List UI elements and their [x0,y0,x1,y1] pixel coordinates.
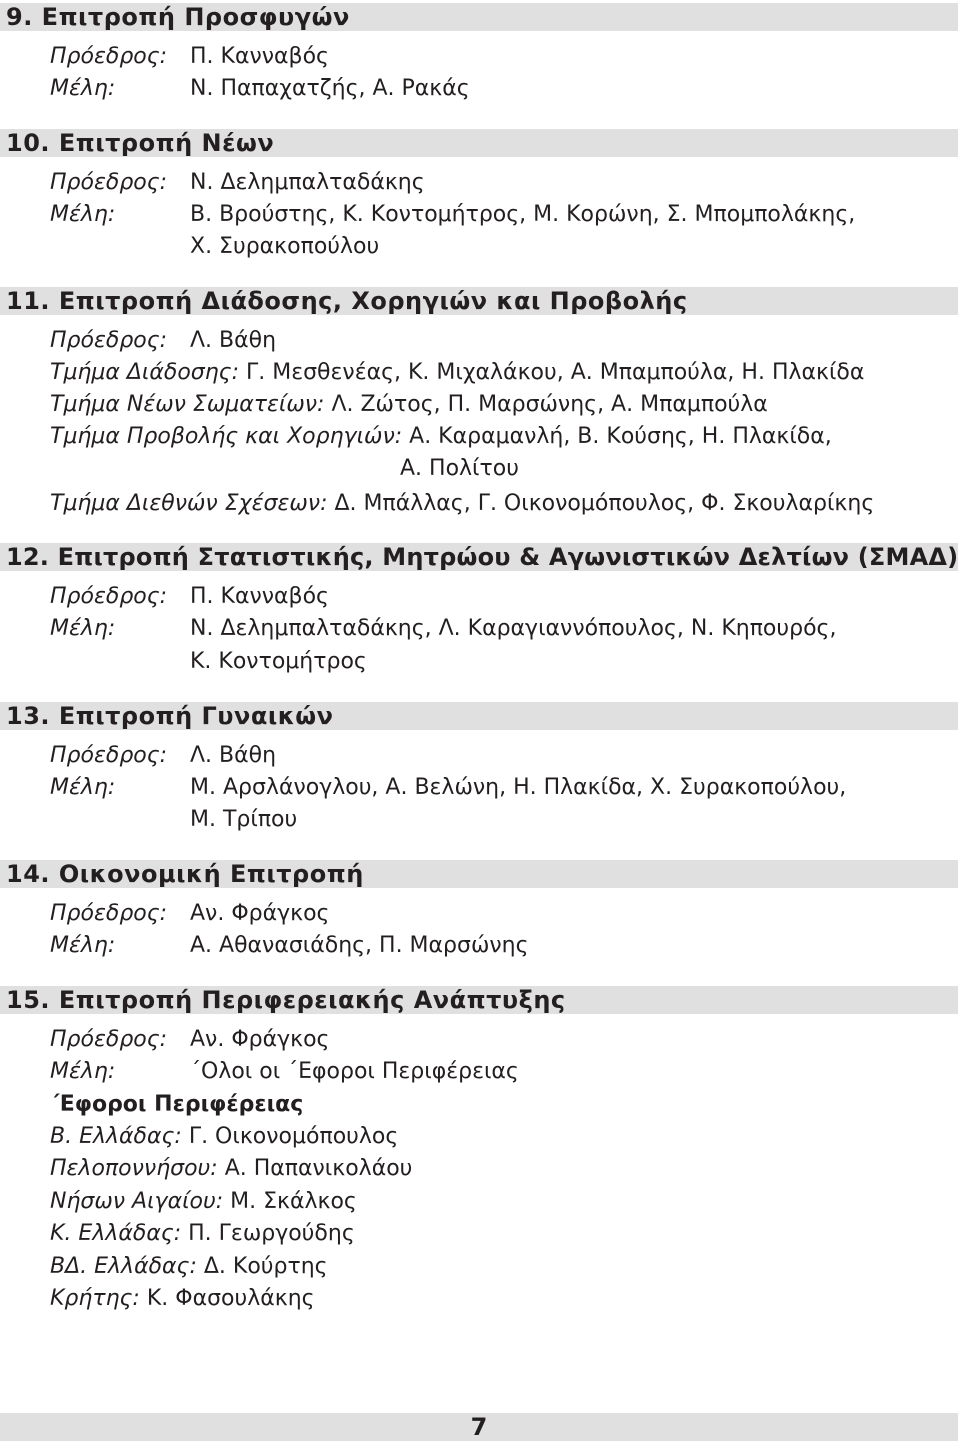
s11-chair [50,326,277,356]
members-names: Μ. Αρσλάνογλου, Α. Βελώνη, Η. Πλακίδα, Χ. Συρακοπούλου, [190,775,847,800]
chair-label: Πρόεδρος: [50,44,168,69]
s11-new-clubs [50,390,768,420]
s13-chair [50,741,277,771]
members-names: Α. Αθανασιάδης, Π. Μαρσώνης [190,933,529,958]
region-ephor: Α. Παπανικολάου [224,1156,413,1181]
dept-names: Λ. Ζώτος, Π. Μαρσώνης, Α. Μπαμπούλα [331,392,768,417]
region-row [50,1154,412,1184]
region-label: Β. Ελλάδας: [50,1124,182,1149]
members-label: Μέλη: [50,775,116,800]
chair-name: Λ. Βάθη [190,743,277,768]
dept-names: Γ. Μεσθενέας, Κ. Μιχαλάκου, Α. Μπαμπούλα, Η. Πλακίδα [246,360,865,385]
chair-label: Πρόεδρος: [50,584,168,609]
chair-label: Πρόεδρος: [50,743,168,768]
dept-label: Τμήμα Νέων Σωματείων: [50,392,325,417]
s12-members-continued: Κ. Κοντομήτρος [190,649,367,674]
dept-label: Τμήμα Προβολής και Χορηγιών: [50,424,403,449]
regional-ephors-heading: ΄Εφοροι Περιφέρειας [50,1092,304,1117]
members-names: ΄Ολοι οι ΄Εφοροι Περιφέρειας [190,1059,519,1084]
members-label: Μέλη: [50,616,116,641]
s10-members-continued: Χ. Συρακοπούλου [190,234,380,259]
s11-promotion [50,422,832,452]
s14-chair [50,899,330,929]
members-names: Ν. Δελημπαλταδάκης, Λ. Καραγιαννόπουλος, Ν. Κηπουρός, [190,616,837,641]
region-row [50,1284,315,1314]
members-label: Μέλη: [50,202,116,227]
region-row [50,1122,398,1152]
page-number: 7 [0,1413,958,1441]
region-ephor: Μ. Σκάλκος [230,1189,357,1214]
s9-chair [50,42,329,72]
s14-members [50,931,529,961]
members-names: Β. Βρούστης, Κ. Κοντομήτρος, Μ. Κορώνη, Σ. Μπομπολάκης, [190,202,856,227]
dept-names: Α. Καραμανλή, Β. Κούσης, Η. Πλακίδα, [409,424,832,449]
section-12-heading: 12. Επιτροπή Στατιστικής, Μητρώου & Αγωνιστικών Δελτίων (ΣΜΑΔ) [0,543,958,571]
chair-name: Π. Κανναβός [190,44,329,69]
s11-dissemination [50,358,864,388]
region-row [50,1187,357,1217]
region-ephor: Δ. Κούρτης [203,1254,328,1279]
dept-label: Τμήμα Διεθνών Σχέσεων: [50,491,328,516]
s15-members [50,1057,519,1087]
s10-members [50,200,856,230]
region-row [50,1252,328,1282]
chair-name: Αν. Φράγκος [190,901,330,926]
region-ephor: Γ. Οικονομόπουλος [188,1124,399,1149]
s12-members [50,614,837,644]
section-11-heading: 11. Επιτροπή Διάδοσης, Χορηγιών και Προβολής [0,287,958,315]
region-label: Νήσων Αιγαίου: [50,1189,224,1214]
region-label: Πελοποννήσου: [50,1156,218,1181]
chair-name: Αν. Φράγκος [190,1027,330,1052]
chair-label: Πρόεδρος: [50,901,168,926]
members-label: Μέλη: [50,1059,116,1084]
section-14-heading: 14. Οικονομική Επιτροπή [0,860,958,888]
section-10-heading: 10. Επιτροπή Νέων [0,129,958,157]
region-label: Κ. Ελλάδας: [50,1221,182,1246]
members-label: Μέλη: [50,933,116,958]
section-9-heading: 9. Επιτροπή Προσφυγών [0,3,958,31]
s11-international [50,489,874,519]
region-ephor: Κ. Φασουλάκης [146,1286,315,1311]
s10-chair [50,168,425,198]
section-15-heading: 15. Επιτροπή Περιφερειακής Ανάπτυξης [0,986,958,1014]
s11-promotion-continued: Α. Πολίτου [400,456,519,481]
members-names: Ν. Παπαχατζής, Α. Ρακάς [190,76,470,101]
section-13-heading: 13. Επιτροπή Γυναικών [0,702,958,730]
s13-members [50,773,847,803]
members-label: Μέλη: [50,76,116,101]
s9-members [50,74,470,104]
dept-label: Τμήμα Διάδοσης: [50,360,239,385]
chair-label: Πρόεδρος: [50,328,168,353]
region-row [50,1219,355,1249]
chair-name: Π. Κανναβός [190,584,329,609]
region-label: Κρήτης: [50,1286,140,1311]
region-label: ΒΔ. Ελλάδας: [50,1254,197,1279]
region-ephor: Π. Γεωργούδης [188,1221,355,1246]
chair-name: Λ. Βάθη [190,328,277,353]
s15-chair [50,1025,330,1055]
s12-chair [50,582,329,612]
chair-name: Ν. Δελημπαλταδάκης [190,170,425,195]
s13-members-continued: Μ. Τρίπου [190,807,298,832]
dept-names: Δ. Μπάλλας, Γ. Οικονομόπουλος, Φ. Σκουλαρίκης [334,491,875,516]
chair-label: Πρόεδρος: [50,170,168,195]
chair-label: Πρόεδρος: [50,1027,168,1052]
